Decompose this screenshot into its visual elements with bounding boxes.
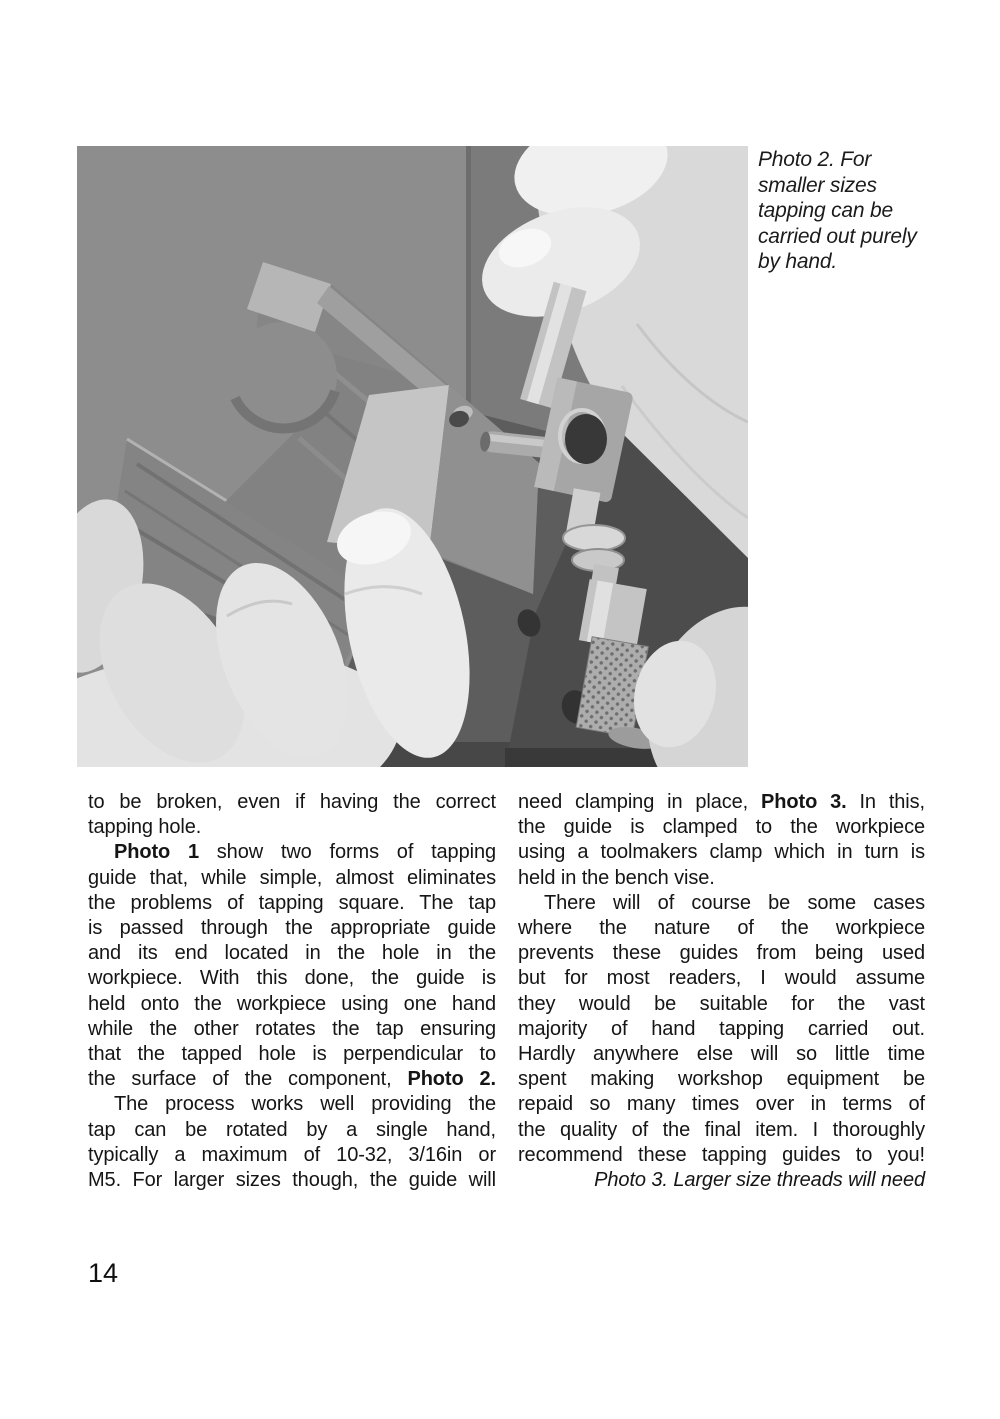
text-line: and its end located in the hole in the: [88, 942, 496, 965]
text-line: recommend these tapping guides to you!: [518, 1143, 925, 1166]
text-column-right: [518, 790, 925, 1193]
caption-line: tapping can be: [758, 199, 893, 222]
text-line: the guide is clamped to the workpiece: [518, 816, 925, 839]
text-line: that the tapped hole is perpendicular to: [88, 1043, 496, 1066]
text-line: to be broken, even if having the correct: [88, 791, 496, 813]
text-line: majority of hand tapping carried out.: [518, 1017, 925, 1040]
text-line: where the nature of the workpiece: [518, 917, 925, 940]
article-text: [88, 790, 925, 1193]
caption-line: smaller sizes: [758, 173, 877, 197]
text-line: the problems of tapping square. The tap: [88, 891, 496, 914]
caption-line: carried out purely: [758, 224, 917, 248]
text-line: M5. For larger sizes though, the guide will: [88, 1169, 496, 1192]
text-line: Hardly anywhere else will so little time: [518, 1043, 925, 1066]
text-line: need clamping in place, Photo 3. In this,: [518, 791, 926, 813]
text-line: The process works well providing the: [114, 1093, 496, 1116]
text-line: while the other rotates the tap ensuring: [88, 1017, 496, 1040]
text-line: typically a maximum of 10-32, 3/16in or: [88, 1143, 496, 1166]
text-line: spent making workshop equipment be: [518, 1068, 925, 1091]
text-line: workpiece. With this done, the guide is: [88, 967, 496, 990]
caption-line: by hand.: [758, 250, 837, 273]
text-line: using a toolmakers clamp which in turn is: [518, 841, 925, 864]
text-line: Photo 1 show two forms of tapping: [114, 841, 496, 864]
text-line: tapping hole.: [88, 816, 202, 839]
text-line: There will of course be some cases: [544, 891, 925, 914]
page-number: 14: [88, 1258, 119, 1288]
text-line: the surface of the component, Photo 2.: [88, 1068, 496, 1091]
text-line: prevents these guides from being used: [518, 942, 925, 965]
caption-line: Photo 2. For: [758, 148, 872, 171]
photo-caption: [758, 147, 953, 275]
text-column-left: [88, 790, 496, 1193]
text-line: guide that, while simple, almost eliminates: [88, 866, 496, 889]
text-line: is passed through the appropriate guide: [88, 917, 496, 940]
text-line: they would be suitable for the vast: [518, 992, 925, 1015]
text-line: the quality of the final item. I thoroughly: [518, 1118, 925, 1141]
text-line: but for most readers, I would assume: [518, 967, 925, 990]
text-line: held onto the workpiece using one hand: [88, 992, 496, 1015]
text-line: tap can be rotated by a single hand,: [88, 1118, 496, 1141]
text-line: repaid so many times over in terms of: [518, 1093, 925, 1116]
text-line: held in the bench vise.: [518, 866, 715, 889]
text-line: Photo 3. Larger size threads will need: [594, 1169, 925, 1192]
photo-2: [77, 146, 748, 767]
